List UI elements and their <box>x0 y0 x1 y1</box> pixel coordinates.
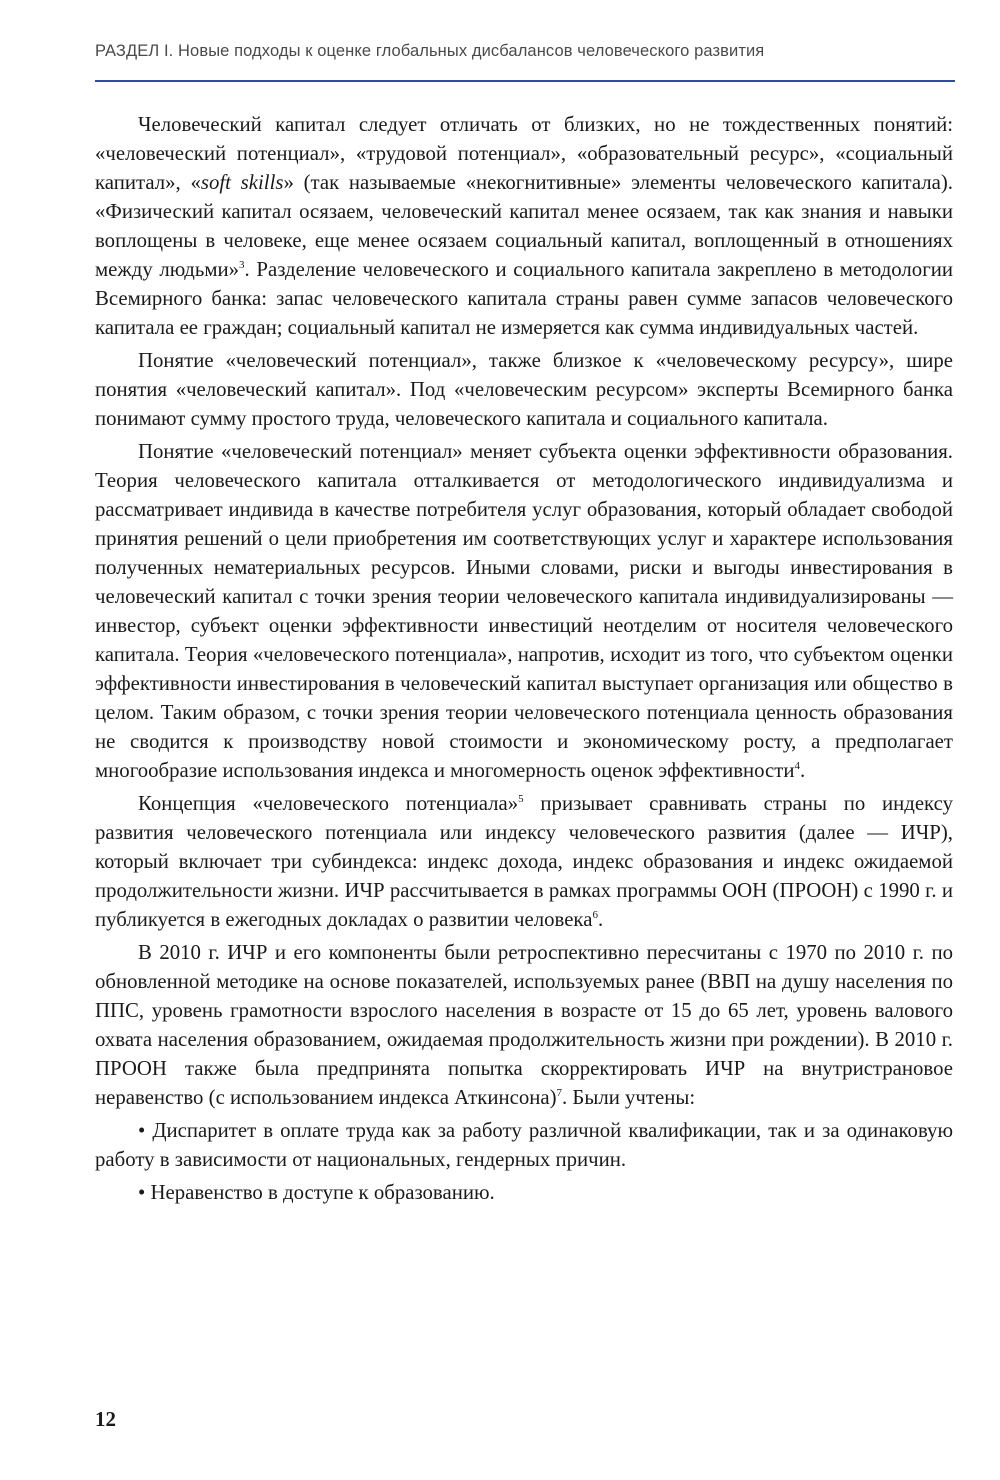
footnote-ref-6[interactable]: 6 <box>592 909 598 922</box>
running-header: РАЗДЕЛ I. Новые подходы к оценке глобальных дисбалансов человеческого развития <box>95 42 765 60</box>
footnote-ref-7[interactable]: 7 <box>556 1087 563 1100</box>
paragraph-5: В 2010 г. ИЧР и его компоненты были ретроспективно пересчитаны с 1970 по 2010 г. по обновленной методике на основе показателей, используемых ранее (ВВП на душу населения по ППС, уровень грамотности взрослого населения в возрасте от 15 до 65 лет, уровень валового охвата населения образованием, ожидаемая продолжительность жизни при рождении). В 2010 г. ПРООН также была предпринята попытка скорректировать ИЧР на внутристрановое неравенство (с использованием индекса Аткинсона)$^7$. Были учтены: <box>95 941 953 1109</box>
header-divider <box>95 80 955 82</box>
body-text <box>95 110 953 1211</box>
bullet-item-2: • Неравенство в доступе к образованию. <box>138 1181 495 1204</box>
footnote-ref-4[interactable]: 4 <box>794 760 801 773</box>
paragraph-2: Понятие «человеческий потенциал», также близкое к «человеческому ресурсу», шире понятия «человеческий капитал». Под «человеческим ресурсом» эксперты Всемирного банка понимают сумму простого труда, человеческого капитала и социального капитала. <box>95 349 953 430</box>
footnote-ref-5[interactable]: 5 <box>518 793 524 806</box>
paragraph-4: Концепция «человеческого потенциала»$^5$ призывает сравнивать страны по индексу развития человеческого потенциала или индексу человеческого развития (далее — ИЧР), который включает три субиндекса: индекс дохода, индекс образования и индекс ожидаемой продолжительности жизни. ИЧР рассчитывается в рамках программы ООН (ПРООН) с 1990 г. и публикуется в ежегодных докладах о развитии человека$^6$. <box>95 792 953 931</box>
paragraph-3: Понятие «человеческий потенциал» меняет субъекта оценки эффективности образования. Теория человеческого капитала отталкивается от методологического индивидуализма и рассматривает индивида в качестве потребителя услуг образования, который обладает свободой принятия решений о цели приобретения им соответствующих услуг и характере использования полученных нематериальных ресурсов. Иными словами, риски и выгоды инвестирования в человеческий капитал с точки зрения теории человеческого капитала индивидуализированы — инвестор, субъект оценки эффективности инвестиций неотделим от носителя человеческого капитала. Теория «человеческого потенциала», напротив, исходит из того, что субъектом оценки эффективности инвестирования в человеческий капитал выступает организация или общество в целом. Таким образом, с точки зрения теории человеческого потенциала ценность образования не сводится к производству новой стоимости и экономическому росту, а предполагает многообразие использования индекса и многомерность оценок эффективности$^4$. <box>95 440 953 782</box>
footnote-ref-3[interactable]: 3 <box>239 259 245 272</box>
bullet-item-1: • Диспаритет в оплате труда как за работу различной квалификации, так и за одинаковую работу в зависимости от национальных, гендерных причин. <box>95 1119 953 1171</box>
page-number: 12 <box>95 1407 116 1431</box>
paragraph-1: Человеческий капитал следует отличать от близких, но не тождественных понятий: «человеческий потенциал», «трудовой потенциал», «образовательный ресурс», «социальный капитал», «soft skills» (так называемые «некогнитивные» элементы человеческого капитала). «Физический капитал осязаем, человеческий капитал менее осязаем, так как знания и навыки воплощены в человеке, еще менее осязаем социальный капитал, воплощенный в отношениях между людьми»$^3$. Разделение человеческого и социального капитала закреплено в методологии Всемирного банка: запас человеческого капитала страны равен сумме запасов человеческого капитала ее граждан; социальный капитал не измеряется как сумма индивидуальных частей. <box>95 113 953 339</box>
italic-soft-skills: soft skills <box>200 171 284 194</box>
